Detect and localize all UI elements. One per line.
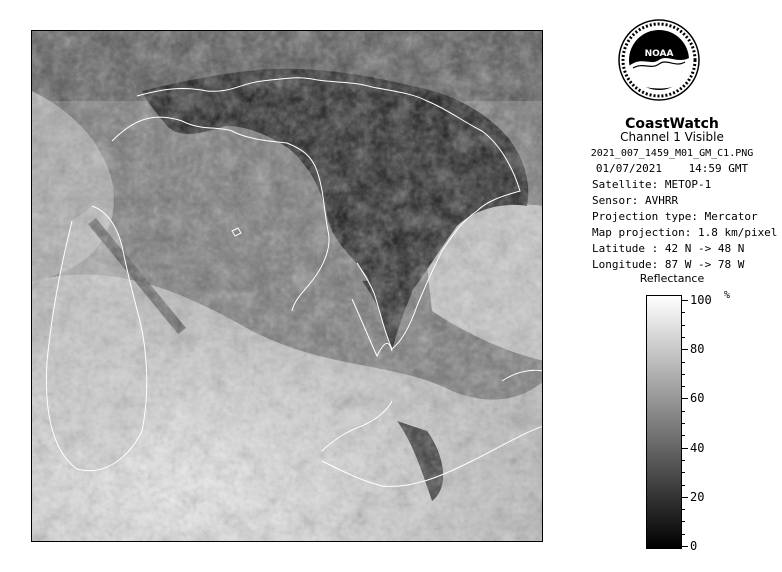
channel-label: Channel 1 Visible	[620, 130, 724, 144]
colorbar-major-tick	[682, 448, 688, 449]
latitude-label: Latitude : 42 N -> 48 N	[592, 242, 745, 255]
colorbar	[646, 295, 682, 549]
noaa-logo-text: NOAA	[644, 49, 674, 59]
satellite-label: Satellite: METOP-1	[592, 178, 712, 191]
colorbar-major-tick	[682, 497, 688, 498]
colorbar-minor-tick	[682, 485, 685, 486]
map-projection-label: Map projection: 1.8 km/pixel	[592, 226, 778, 239]
colorbar-tick-label: 100	[690, 293, 712, 307]
colorbar-major-tick	[682, 546, 688, 547]
colorbar-minor-tick	[682, 521, 685, 522]
colorbar-tick-label: 20	[690, 489, 705, 504]
noaa-logo-icon	[617, 18, 701, 102]
colorbar-minor-tick	[682, 534, 685, 535]
colorbar-major-tick	[682, 300, 688, 301]
sensor-label: Sensor: AVHRR	[592, 194, 679, 207]
colorbar-minor-tick	[682, 362, 685, 363]
colorbar-major-tick	[682, 398, 688, 399]
filename: 2021_007_1459_M01_GM_C1.PNG	[590, 148, 754, 159]
colorbar-minor-tick	[682, 312, 685, 313]
projection-type-label: Projection type: Mercator	[592, 210, 758, 223]
colorbar-minor-tick	[682, 325, 685, 326]
acquisition-date: 01/07/2021	[595, 162, 663, 175]
noaa-logo	[617, 18, 701, 102]
colorbar-minor-tick	[682, 435, 685, 436]
product-title: CoastWatch	[625, 116, 719, 132]
satellite-image	[31, 30, 543, 542]
colorbar-minor-tick	[682, 460, 685, 461]
colorbar-tick-label: 40	[690, 440, 705, 455]
colorbar-minor-tick	[682, 337, 685, 338]
colorbar-tick-label: 60	[690, 391, 705, 406]
colorbar-minor-tick	[682, 374, 685, 375]
colorbar-tick-label: 80	[690, 342, 705, 357]
acquisition-datetime	[572, 162, 772, 175]
colorbar-major-tick	[682, 349, 688, 350]
colorbar-minor-tick	[682, 509, 685, 510]
texture-fine	[32, 31, 543, 542]
colorbar-minor-tick	[682, 386, 685, 387]
colorbar-minor-tick	[682, 423, 685, 424]
colorbar-tick-label: 0	[690, 539, 698, 553]
longitude-label: Longitude: 87 W -> 78 W	[592, 258, 745, 271]
colorbar-minor-tick	[682, 472, 685, 473]
colorbar-minor-tick	[682, 411, 685, 412]
satellite-map	[32, 31, 543, 542]
colorbar-title: Reflectance	[639, 272, 705, 285]
colorbar-unit: %	[724, 290, 731, 301]
acquisition-time: 14:59 GMT	[688, 162, 749, 175]
